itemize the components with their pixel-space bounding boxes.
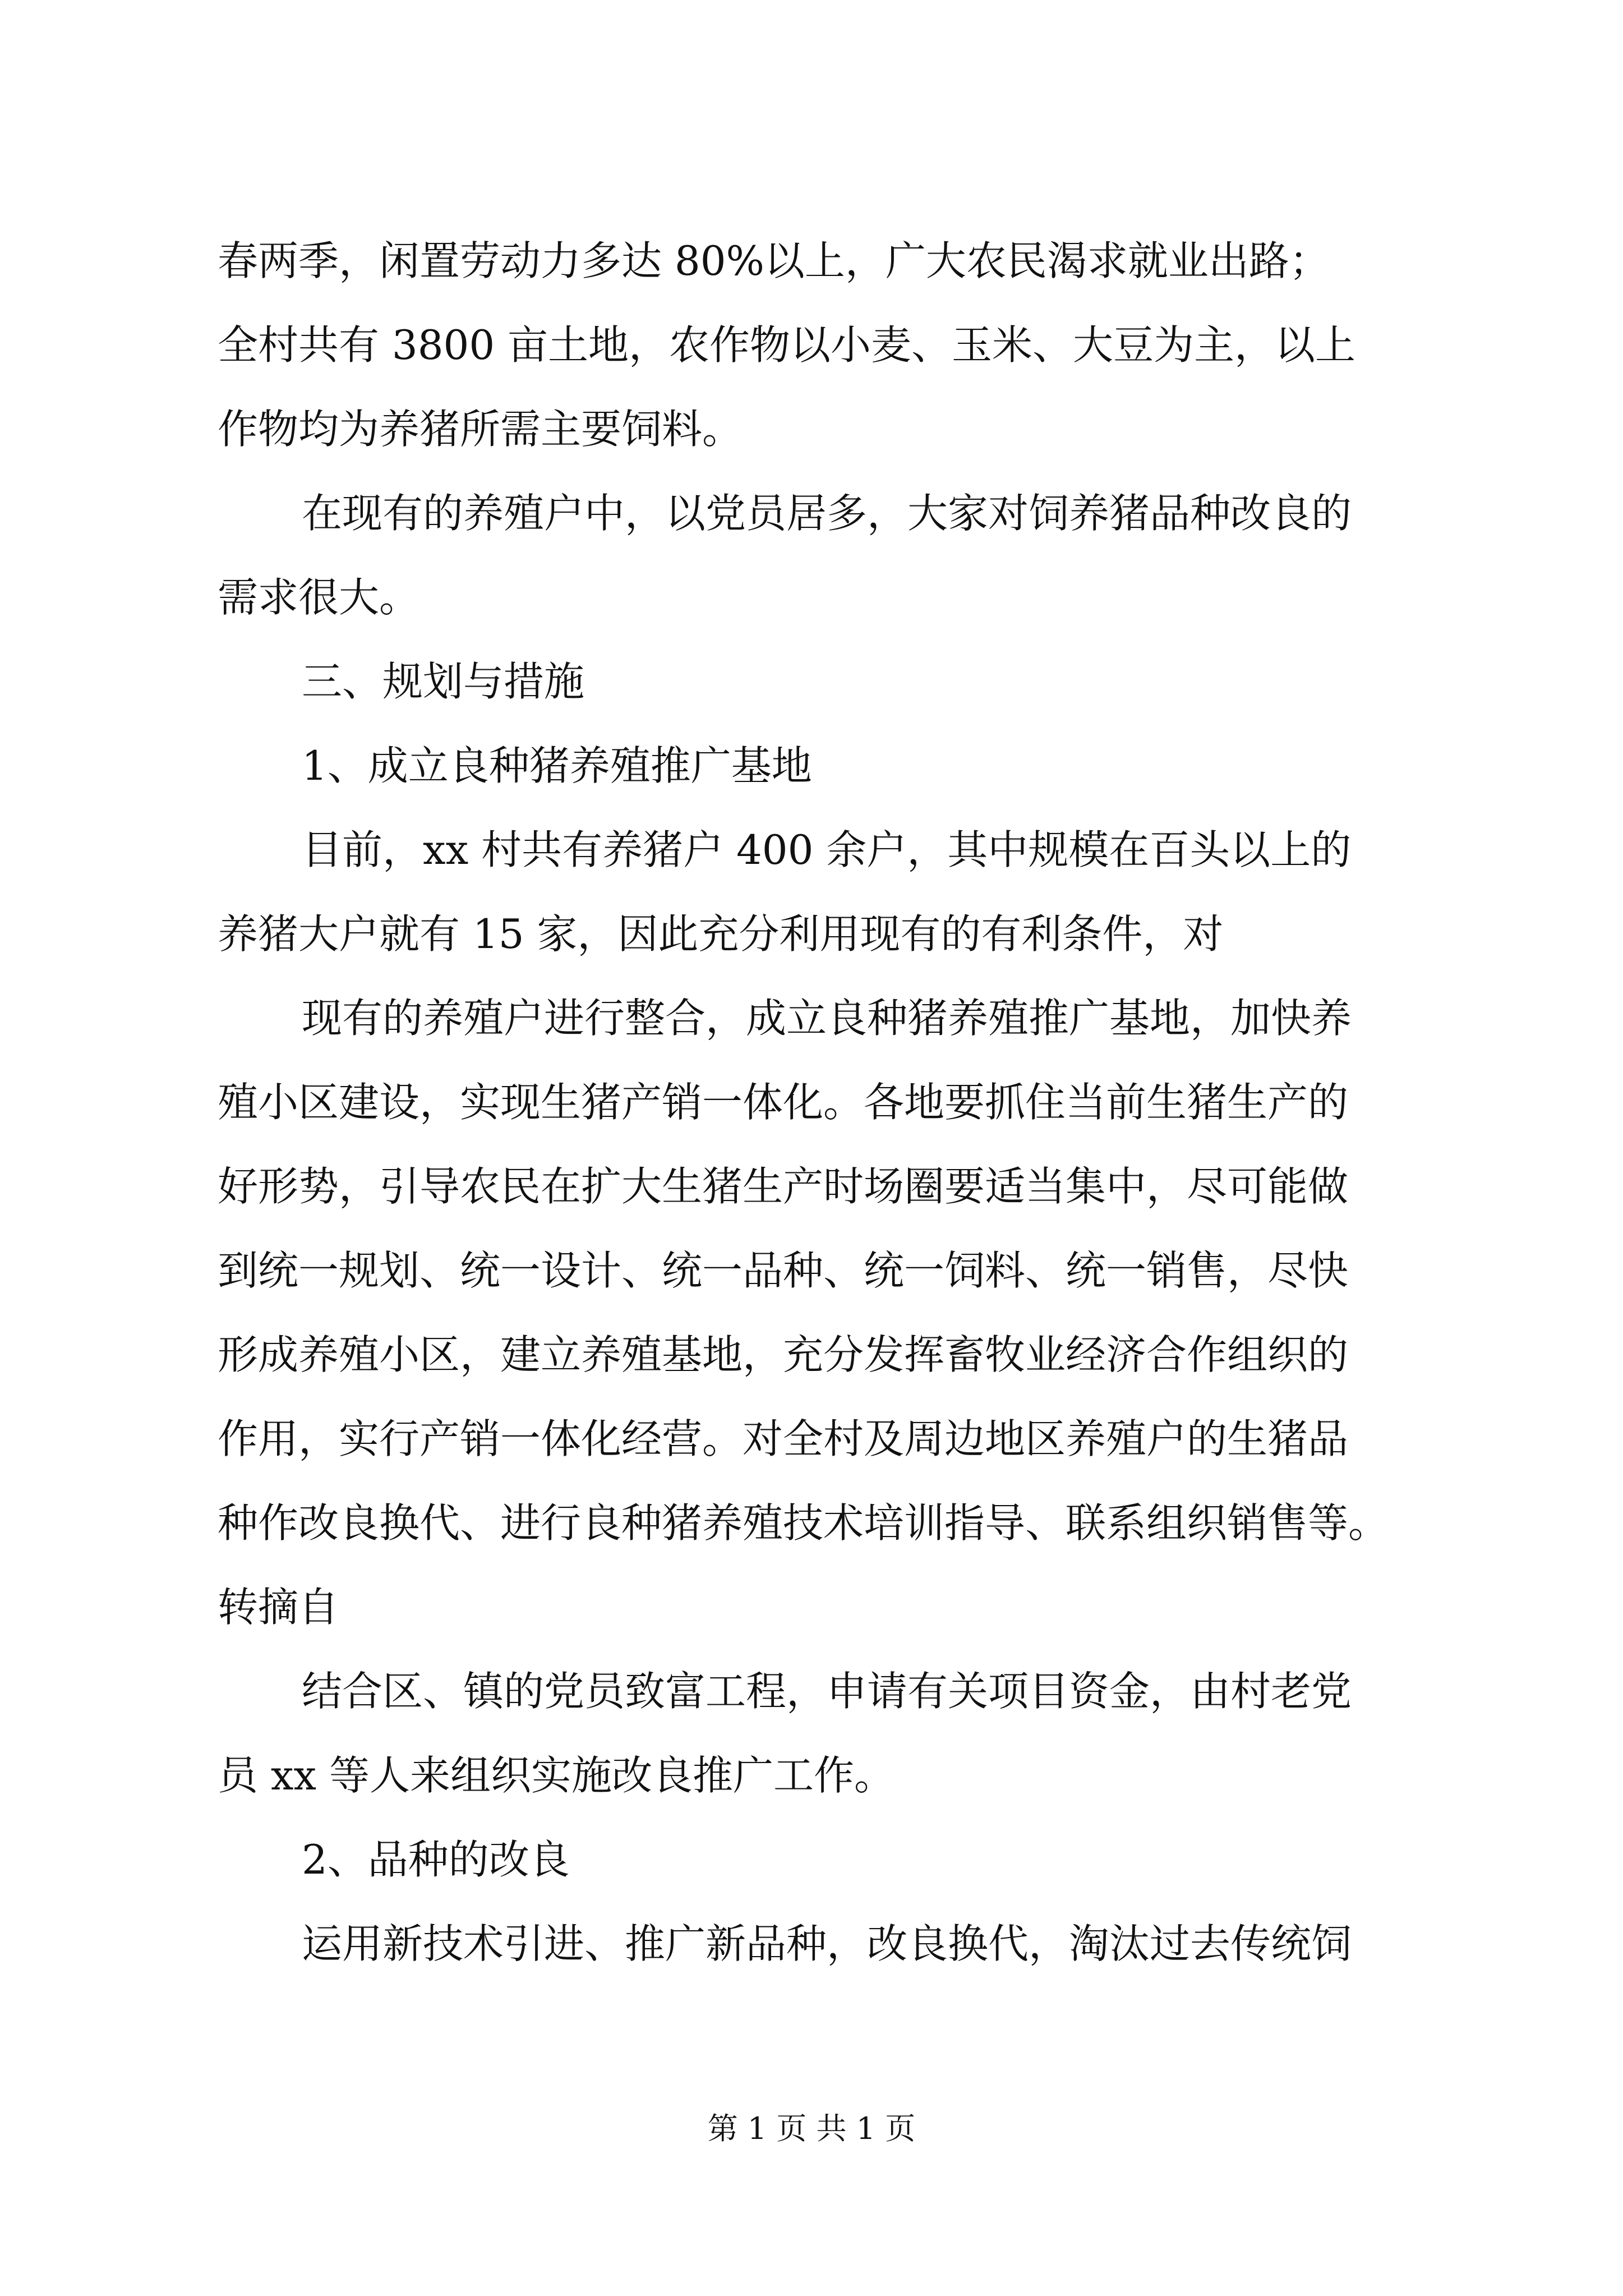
document-body [218, 219, 1412, 1986]
paragraph-start-line: 运用新技术引进、推广新品种，改良换代，淘汰过去传统饲 [302, 1920, 1352, 1967]
paragraph-start-line: 在现有的养殖户中，以党员居多，大家对饲养猪品种改良的 [302, 490, 1352, 537]
text-line: 种作改良换代、进行良种猪养殖技术培训指导、联系组织销售等。 [218, 1499, 1389, 1547]
text-line: 需求很大。 [218, 574, 420, 621]
text-line: 春两季，闲置劳动力多达 80%以上，广大农民渴求就业出路； [218, 237, 1330, 284]
text-line: 转摘自 [218, 1584, 339, 1631]
text-line: 养猪大户就有 15 家，因此充分利用现有的有利条件，对 [218, 910, 1224, 958]
text-line: 殖小区建设，实现生猪产销一体化。各地要抓住当前生猪生产的 [218, 1079, 1349, 1126]
page-number-label: 第 1 页 共 1 页 [707, 2111, 916, 2146]
text-line: 形成养殖小区，建立养殖基地，充分发挥畜牧业经济合作组织的 [218, 1331, 1349, 1378]
text-line: 作用，实行产销一体化经营。对全村及周边地区养殖户的生猪品 [218, 1415, 1349, 1462]
text-line: 员 xx 等人来组织实施改良推广工作。 [218, 1752, 895, 1799]
text-line: 全村共有 3800 亩土地，农作物以小麦、玉米、大豆为主，以上 [218, 321, 1356, 369]
text-line: 好形势，引导农民在扩大生猪生产时场圈要适当集中，尽可能做 [218, 1163, 1349, 1210]
subsection-heading: 2、品种的改良 [302, 1836, 570, 1883]
paragraph-start-line: 目前，xx 村共有养猪户 400 余户，其中规模在百头以上的 [302, 826, 1352, 873]
text-line: 作物均为养猪所需主要饲料。 [218, 406, 743, 453]
section-heading: 三、规划与措施 [302, 658, 585, 705]
page-footer [0, 2106, 1623, 2151]
text-line: 到统一规划、统一设计、统一品种、统一饲料、统一销售，尽快 [218, 1247, 1349, 1294]
subsection-heading: 1、成立良种猪养殖推广基地 [302, 742, 812, 789]
paragraph-start-line: 现有的养殖户进行整合，成立良种猪养殖推广基地，加快养 [302, 995, 1352, 1042]
paragraph-start-line: 结合区、镇的党员致富工程，申请有关项目资金，由村老党 [302, 1668, 1352, 1715]
